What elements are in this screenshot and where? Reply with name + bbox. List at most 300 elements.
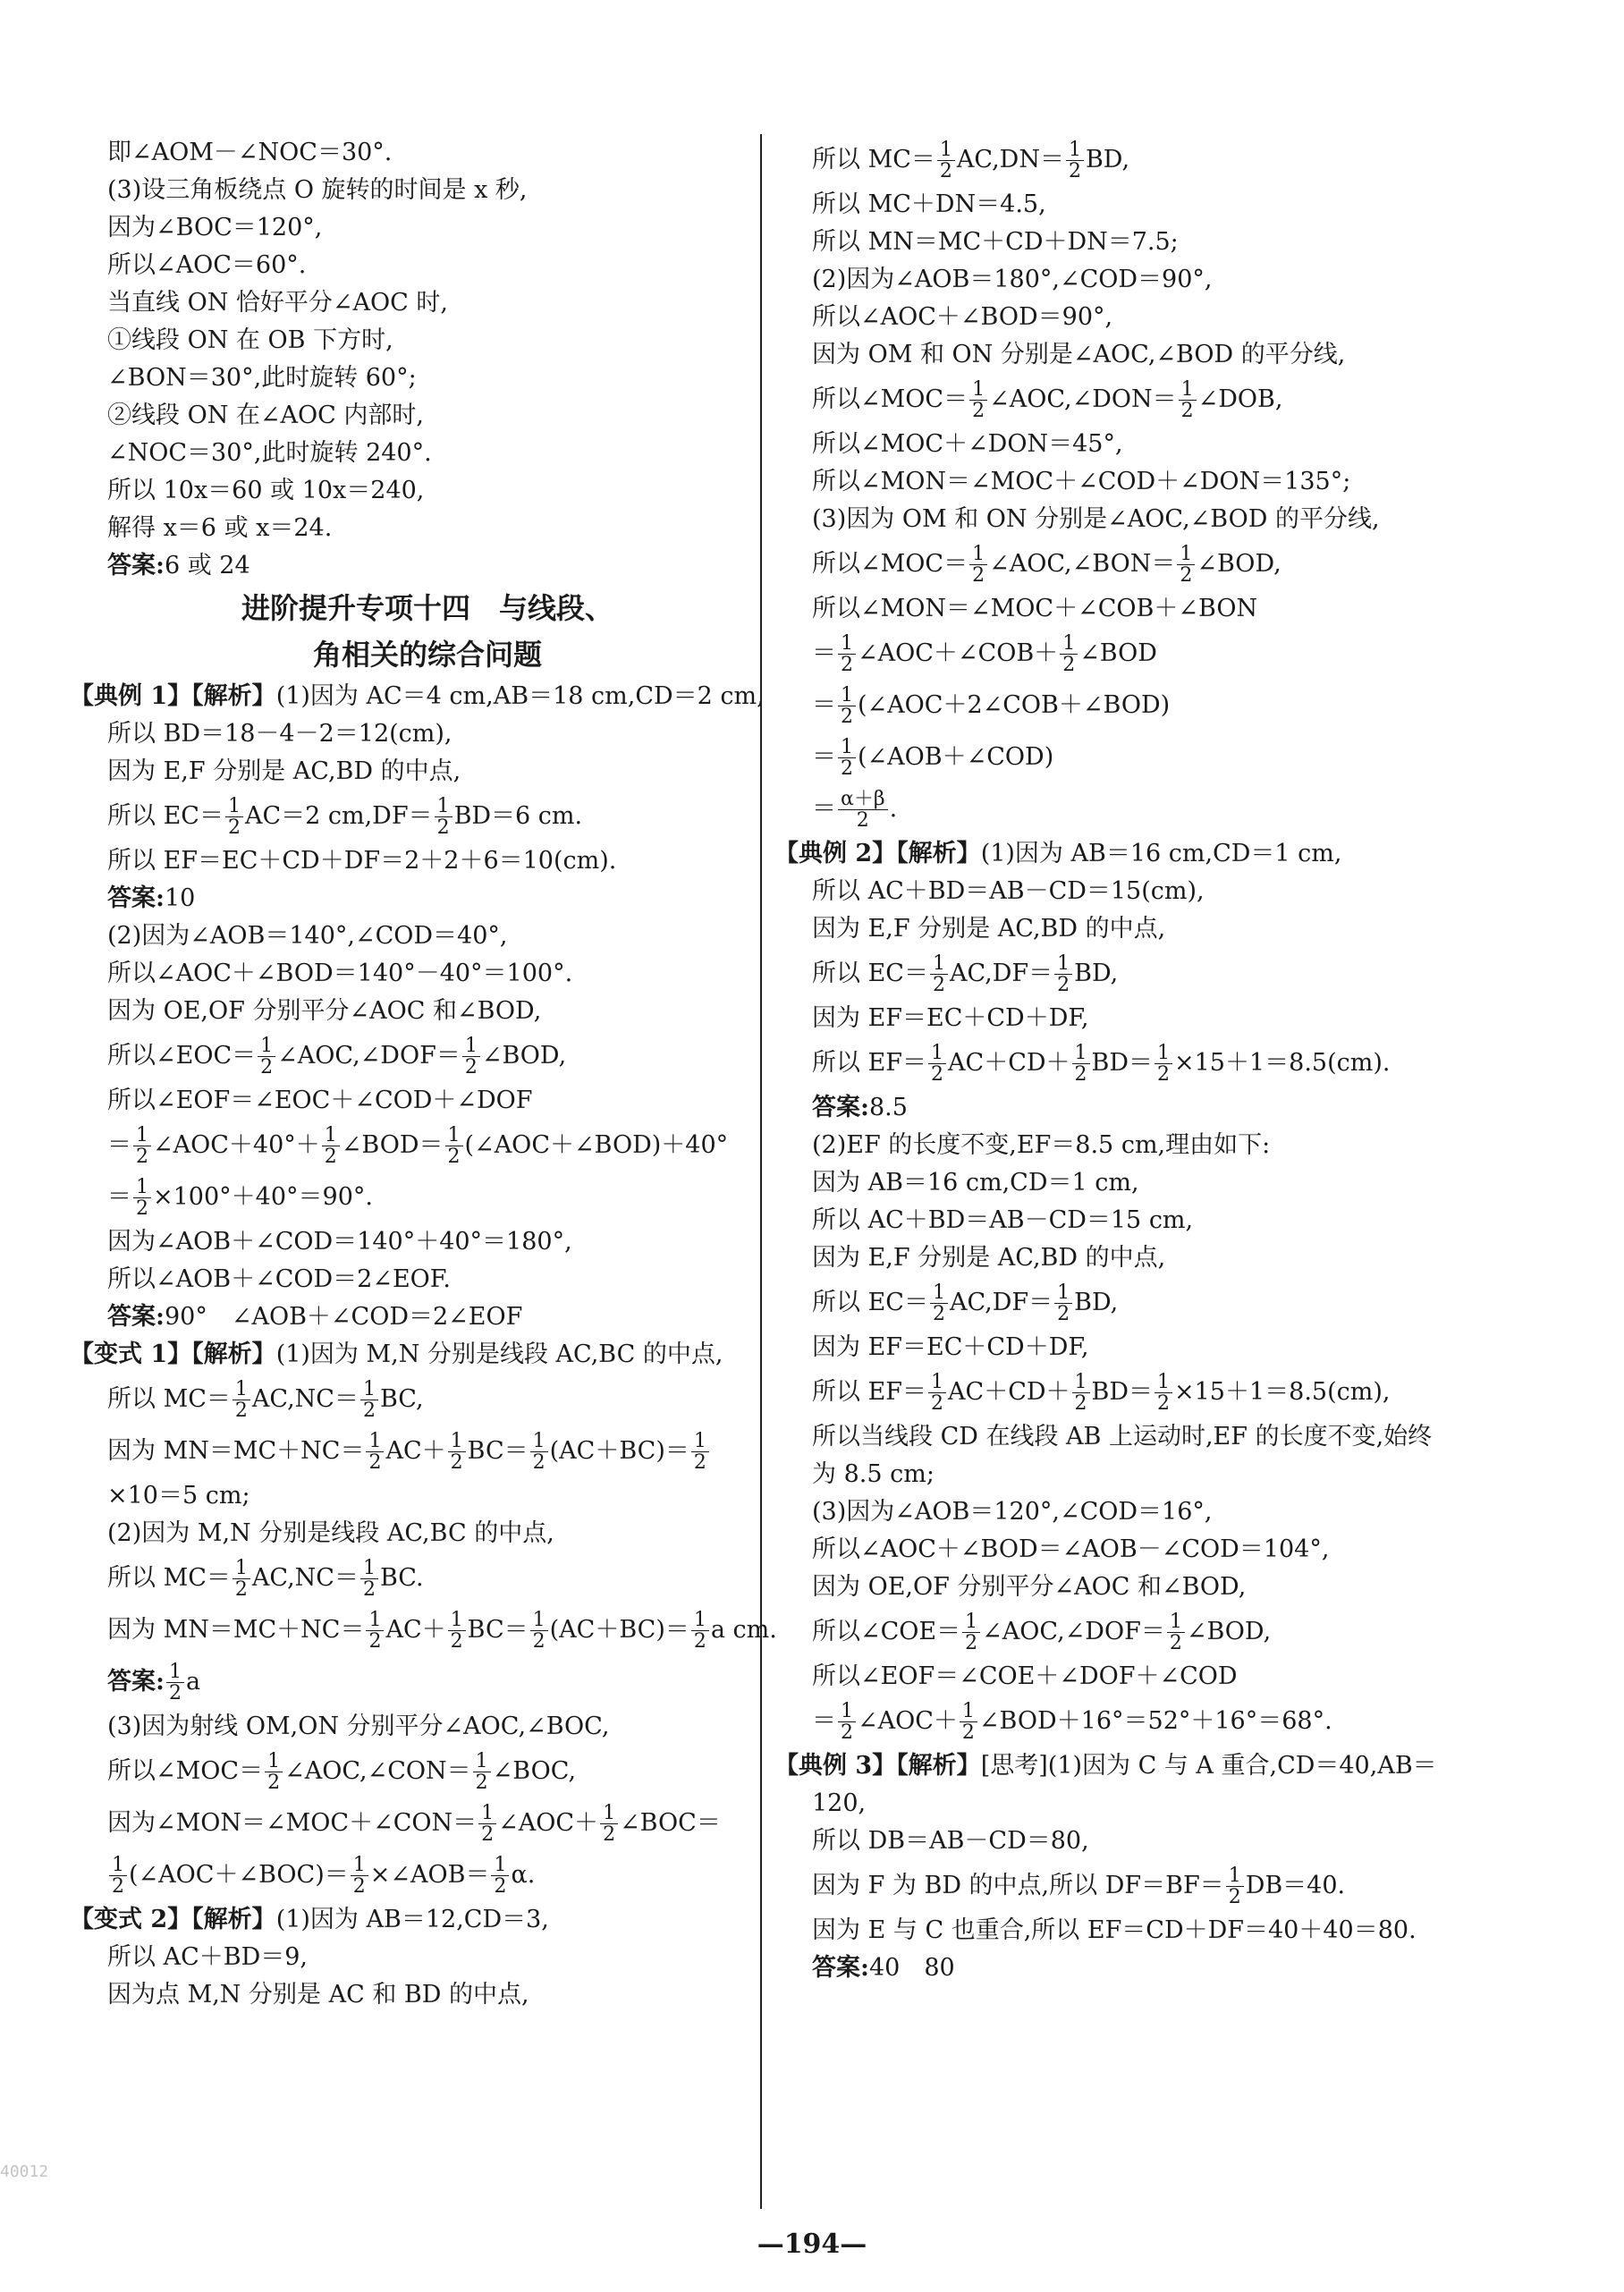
fraction-denominator: 2 (532, 1451, 546, 1474)
line-text: 10 (164, 884, 196, 912)
text-line (774, 783, 1579, 835)
fraction-denominator: 2 (841, 1721, 853, 1744)
line-text: ×∠AOB＝ (369, 1861, 490, 1889)
text-line (774, 463, 1579, 501)
text-line (774, 1696, 1579, 1747)
fraction-denominator: 2 (481, 1823, 495, 1846)
fraction (962, 1611, 980, 1653)
fraction (360, 1558, 378, 1600)
text-line (774, 1127, 1579, 1164)
line-text: ∠AOC,∠DOF＝ (277, 1042, 461, 1070)
line-text: 所以 EF＝ (812, 1049, 927, 1077)
text-line (70, 1298, 749, 1336)
line-text: ②线段 ON 在∠AOC 内部时, (107, 402, 425, 429)
fraction-numerator: 1 (530, 1610, 548, 1631)
text-line (774, 1202, 1579, 1239)
fraction-numerator: 1 (491, 1855, 509, 1876)
fraction (258, 1036, 275, 1078)
fraction-numerator: 1 (1177, 544, 1195, 565)
text-line (774, 1531, 1579, 1569)
text-line (70, 1515, 749, 1552)
fraction (166, 1662, 184, 1704)
text-line (70, 172, 749, 209)
fraction-denominator: 2 (112, 1875, 124, 1898)
line-text: 即∠AOM－∠NOC＝30°. (107, 139, 393, 166)
text-line (70, 1082, 749, 1120)
line-text: ∠BOD＝ (341, 1131, 444, 1159)
line-text: ∠AOC,∠DON＝ (989, 385, 1177, 413)
line-text: 所以∠EOF＝∠EOC＋∠COD＋∠DOF (107, 1087, 533, 1114)
fraction-numerator: 1 (838, 633, 856, 655)
text-line (70, 1708, 749, 1746)
side-mark: 40012 (0, 2162, 49, 2181)
text-line (774, 873, 1579, 910)
line-text: 6 或 24 (164, 552, 250, 579)
fraction-numerator: 1 (1072, 1372, 1090, 1393)
text-line (774, 590, 1579, 628)
line-text: 所以∠AOC＋∠BOD＝140°－40°＝100°. (107, 960, 573, 987)
line-text: AC,NC＝ (251, 1385, 359, 1413)
line-text: 因为 OE,OF 分别平分∠AOC 和∠BOD, (812, 1573, 1247, 1601)
line-text: 所以∠MON＝∠MOC＋∠COB＋∠BON (812, 595, 1258, 622)
text-line (774, 628, 1579, 680)
fraction-numerator: 1 (360, 1558, 378, 1579)
fraction-denominator: 2 (447, 1146, 461, 1168)
fraction (366, 1431, 384, 1473)
line-text: 所以∠AOC＝60°. (107, 251, 307, 279)
fraction-denominator: 2 (136, 1197, 148, 1220)
line-text: AC＋CD＋ (948, 1049, 1070, 1077)
fraction-denominator: 2 (324, 1146, 337, 1168)
line-text: ∠AOC,∠BON＝ (989, 550, 1176, 578)
fraction (530, 1431, 548, 1473)
text-line (774, 1823, 1579, 1860)
line-text: 因为∠BOC＝120°, (107, 214, 323, 241)
line-text: 8.5 (868, 1094, 908, 1121)
fraction-denominator: 2 (494, 1875, 507, 1898)
fraction-denominator: 2 (450, 1630, 463, 1653)
text-line (774, 1949, 1579, 1987)
fraction-numerator: 1 (478, 1803, 496, 1824)
line-text: 因为点 M,N 分别是 AC 和 BD 的中点, (107, 1981, 529, 2009)
line-text: 所以 EC＝ (812, 960, 928, 987)
text-line (70, 1374, 749, 1425)
line-text: ×15＋1＝8.5(cm), (1174, 1378, 1391, 1406)
text-line (70, 955, 749, 993)
fraction-denominator: 2 (972, 564, 985, 587)
bold-label: 答案: (107, 552, 165, 579)
fraction-numerator: 1 (233, 1379, 250, 1400)
line-text: (1)因为 AB＝16 cm,CD＝1 cm, (980, 840, 1342, 867)
line-text: 因为 MN＝MC＋NC＝ (107, 1437, 365, 1465)
line-text: 所以∠EOF＝∠COE＋∠DOF＋∠COD (812, 1662, 1238, 1690)
text-line (70, 435, 749, 472)
fraction-denominator: 2 (1180, 400, 1194, 422)
fraction (448, 1431, 466, 1473)
line-text: 所以 MC＝ (107, 1564, 231, 1592)
left-column (70, 134, 777, 2014)
fraction-denominator: 2 (1157, 1063, 1170, 1086)
line-text: 所以 AC＋BD＝AB－CD＝15 cm, (812, 1206, 1194, 1234)
line-text: α. (511, 1861, 536, 1889)
line-text: BD, (1074, 960, 1119, 987)
fraction (1072, 1043, 1090, 1085)
line-text: ∠DOB, (1197, 385, 1283, 413)
text-line (774, 186, 1579, 224)
text-line (70, 1171, 749, 1223)
line-text: AC＋ (385, 1437, 446, 1465)
fraction-numerator: 1 (265, 1751, 283, 1772)
fraction-denominator: 2 (368, 1451, 382, 1474)
text-line (774, 1658, 1579, 1696)
text-line (774, 835, 1579, 873)
line-text: ＝ (107, 1183, 131, 1211)
section-title: 角相关的综合问题 (312, 638, 542, 672)
text-line (774, 1239, 1579, 1277)
line-text: (3)设三角板绕点 O 旋转的时间是 x 秒, (107, 176, 528, 204)
fraction (491, 1855, 509, 1897)
text-line (70, 359, 749, 397)
bold-label: 答案: (107, 1668, 165, 1696)
line-text: 所以 BD＝18－4－2＝12(cm), (107, 720, 453, 748)
bold-label: 答案: (812, 1094, 869, 1121)
line-text: (∠AOC＋2∠COB＋∠BOD) (858, 691, 1171, 719)
fraction (1155, 1372, 1172, 1414)
text-line (774, 1037, 1579, 1089)
line-text: 所以 EC＝ (812, 1289, 928, 1316)
line-text: 因为 EF＝EC＋CD＋DF, (812, 1333, 1089, 1361)
line-text: AC＝2 cm,DF＝ (244, 802, 433, 830)
line-text: AC,DN＝ (956, 146, 1064, 173)
fraction-denominator: 2 (931, 1392, 944, 1415)
bold-label: 答案: (107, 1303, 165, 1331)
bold-label: 答案: (812, 1954, 869, 1982)
line-text: ∠NOC＝30°,此时旋转 240°. (107, 439, 432, 467)
text-line (70, 1797, 749, 1849)
fraction-denominator: 2 (267, 1772, 281, 1794)
line-text: ＝ (812, 1707, 836, 1735)
fraction-denominator: 2 (362, 1400, 376, 1422)
fraction-denominator: 2 (932, 974, 945, 996)
fraction (1054, 1282, 1072, 1324)
fraction (928, 1372, 946, 1414)
text-line (774, 1747, 1579, 1785)
fraction-denominator: 2 (1180, 564, 1193, 587)
text-line (774, 1164, 1579, 1202)
line-text: ×15＋1＝8.5(cm). (1174, 1049, 1391, 1077)
fraction (322, 1125, 340, 1167)
fraction-denominator: 2 (464, 1056, 478, 1078)
line-text: (1)因为 AC＝4 cm,AB＝18 cm,CD＝2 cm, (275, 682, 765, 710)
text-line (70, 1849, 749, 1901)
text-line (774, 1912, 1579, 1949)
line-text: . (889, 795, 898, 823)
section-title: 进阶提升专项十四 与线段、 (241, 591, 613, 625)
fraction (838, 1701, 856, 1743)
text-line (70, 1746, 749, 1797)
fraction-denominator: 2 (234, 1578, 248, 1601)
line-text: 因为 E 与 C 也重合,所以 EF＝CD＋DF＝40＋40＝80. (812, 1916, 1417, 1944)
text-line (774, 538, 1579, 590)
fraction-numerator: 1 (930, 1282, 948, 1304)
fraction (265, 1751, 283, 1793)
text-line (70, 1336, 749, 1374)
fraction-numerator: 1 (1072, 1043, 1090, 1064)
fraction-numerator: 1 (691, 1610, 709, 1631)
fraction-denominator: 2 (972, 400, 985, 422)
fraction (1177, 544, 1195, 586)
fraction-numerator: 1 (969, 544, 987, 565)
fraction (473, 1751, 491, 1793)
text-line (774, 732, 1579, 783)
line-text: 因为 E,F 分别是 AC,BD 的中点, (107, 757, 461, 785)
fraction-numerator: 1 (691, 1431, 709, 1452)
fraction (1054, 953, 1072, 995)
fraction-numerator: 1 (258, 1036, 275, 1057)
line-text: [思考](1)因为 C 与 A 重合,CD＝40,AB＝ (980, 1752, 1437, 1780)
fraction (351, 1855, 368, 1897)
line-text: 因为 MN＝MC＋NC＝ (107, 1616, 365, 1644)
text-line (70, 322, 749, 359)
text-line (774, 1277, 1579, 1329)
text-line (70, 1120, 749, 1171)
fraction (930, 1282, 948, 1324)
fraction-numerator: 1 (928, 1372, 946, 1393)
fraction (969, 544, 987, 586)
fraction-numerator: 1 (1155, 1043, 1172, 1064)
fraction-denominator: 2 (1228, 1886, 1241, 1908)
fraction-numerator: 1 (928, 1043, 946, 1064)
text-line (70, 1656, 749, 1708)
line-text: 所以 DB＝AB－CD＝80, (812, 1827, 1089, 1855)
line-text: 所以当线段 CD 在线段 AB 上运动时,EF 的长度不变,始终 (812, 1423, 1433, 1450)
line-text: ①线段 ON 在 OB 下方时, (107, 326, 393, 354)
line-text: ＝ (812, 691, 836, 719)
fraction-denominator: 2 (693, 1630, 706, 1653)
line-text: ∠BON＝30°,此时旋转 60°; (107, 364, 417, 392)
text-line (774, 1860, 1579, 1912)
fraction (133, 1125, 151, 1167)
line-text: DB＝40. (1245, 1872, 1346, 1899)
line-text: 因为∠MON＝∠MOC＋∠CON＝ (107, 1809, 478, 1837)
line-text: ∠AOC＋∠COB＋ (858, 639, 1059, 667)
fraction-numerator: 1 (962, 1611, 980, 1633)
fraction-denominator: 2 (932, 1303, 945, 1325)
text-line (774, 1456, 1579, 1493)
fraction-numerator: 1 (462, 1036, 480, 1057)
line-text: (3)因为 OM 和 ON 分别是∠AOC,∠BOD 的平分线, (812, 505, 1380, 533)
fraction-denominator: 2 (450, 1451, 463, 1474)
text-line (774, 426, 1579, 463)
bold-label: 【变式 1】【解析】 (70, 1341, 276, 1368)
text-line (774, 1329, 1579, 1366)
line-text: 所以∠MOC＋∠DON＝45°, (812, 430, 1123, 458)
fraction-denominator: 2 (603, 1823, 616, 1846)
line-text: 所以∠AOB＋∠COD＝2∠EOF. (107, 1265, 451, 1293)
fraction-numerator: 1 (969, 379, 987, 401)
line-text: ∠BOD, (1186, 1618, 1272, 1645)
line-text: 当直线 ON 恰好平分∠AOC 时, (107, 289, 449, 317)
text-line (70, 1901, 749, 1939)
fraction-denominator: 2 (260, 1056, 274, 1078)
fraction-denominator: 2 (961, 1721, 975, 1744)
text-line (70, 472, 749, 510)
line-text: 因为 AB＝16 cm,CD＝1 cm, (812, 1169, 1139, 1197)
line-text: ∠AOC,∠CON＝ (284, 1757, 471, 1785)
fraction (930, 953, 948, 995)
fraction-numerator: 1 (435, 796, 453, 817)
text-line (70, 715, 749, 753)
line-text: (2)因为 M,N 分别是线段 AC,BC 的中点, (107, 1519, 554, 1547)
text-line (70, 134, 749, 172)
fraction-denominator: 2 (227, 816, 241, 839)
right-column (774, 134, 1579, 1987)
text-line (774, 374, 1579, 426)
text-line (774, 1418, 1579, 1456)
fraction-numerator: 1 (838, 685, 856, 706)
fraction (360, 1379, 378, 1421)
line-text: ＝ (107, 1131, 131, 1159)
fraction (960, 1701, 977, 1743)
line-text: BD＝ (1091, 1049, 1153, 1077)
fraction (969, 379, 987, 421)
fraction-denominator: 2 (1169, 1632, 1182, 1654)
line-text: 所以∠COE＝ (812, 1618, 961, 1645)
fraction-numerator: 1 (366, 1431, 384, 1452)
bold-label: 【变式 2】【解析】 (70, 1906, 276, 1933)
line-text: 所以 EF＝ (812, 1378, 927, 1406)
fraction-denominator: 2 (841, 654, 853, 676)
text-line (70, 1604, 777, 1656)
fraction-numerator: 1 (530, 1431, 548, 1452)
fraction-numerator: 1 (1226, 1865, 1244, 1887)
fraction-denominator: 2 (168, 1682, 182, 1704)
fraction-denominator: 2 (1074, 1063, 1087, 1086)
line-text: 所以∠AOC＋∠BOD＝∠AOB－∠COD＝104°, (812, 1535, 1330, 1563)
text-line (70, 678, 765, 715)
line-text: ∠BOD, (1197, 550, 1281, 578)
line-text: 所以∠MOC＝ (812, 385, 968, 413)
line-text: (1)因为 M,N 分别是线段 AC,BC 的中点, (275, 1341, 723, 1368)
fraction (366, 1610, 384, 1652)
line-text: BC＝ (467, 1616, 529, 1644)
fraction-denominator: 2 (939, 160, 952, 182)
text-line (774, 224, 1579, 261)
fraction-numerator: 1 (448, 1610, 466, 1631)
line-text: AC＋ (385, 1616, 446, 1644)
bold-label: 答案: (107, 884, 165, 912)
line-text: (AC＋BC)＝ (549, 1616, 689, 1644)
line-text: ∠BOD (1079, 639, 1157, 667)
fraction-numerator: 1 (838, 737, 856, 758)
text-line (774, 1785, 1579, 1823)
text-line (774, 910, 1579, 948)
line-text: ∠BOD＋16°＝52°＋16°＝68°. (978, 1707, 1332, 1735)
line-text: BC. (379, 1564, 424, 1592)
fraction-numerator: 1 (233, 1558, 250, 1579)
line-text: 因为 E,F 分别是 AC,BD 的中点, (812, 915, 1166, 943)
line-text: (2)EF 的长度不变,EF＝8.5 cm,理由如下: (812, 1131, 1271, 1159)
fraction (109, 1855, 127, 1897)
line-text: 所以∠MOC＝ (107, 1757, 264, 1785)
fraction-denominator: 2 (1057, 1303, 1070, 1325)
line-text: 所以 MC＝ (107, 1385, 231, 1413)
text-line (70, 1552, 749, 1604)
line-text: (∠AOB＋∠COD) (858, 743, 1054, 771)
text-line (70, 918, 749, 955)
line-text: 所以 MC＝ (812, 146, 935, 173)
line-text: ∠BOC, (492, 1757, 577, 1785)
line-text: ∠AOC＋40°＋ (153, 1131, 320, 1159)
text-line (774, 948, 1579, 1000)
fraction (1226, 1865, 1244, 1907)
fraction (233, 1558, 250, 1600)
fraction-numerator: 1 (1054, 953, 1072, 975)
text-line (774, 1493, 1579, 1531)
fraction (838, 789, 888, 831)
text-line (774, 134, 1579, 186)
text-line (70, 791, 749, 842)
fraction (937, 140, 955, 182)
text-line (774, 1606, 1579, 1658)
line-text: ∠AOC,∠DOF＝ (982, 1618, 1165, 1645)
fraction (600, 1803, 618, 1845)
fraction-denominator: 2 (965, 1632, 978, 1654)
fraction-numerator: 1 (1155, 1372, 1172, 1393)
fraction-numerator: 1 (448, 1431, 466, 1452)
line-text: 所以∠EOC＝ (107, 1042, 257, 1070)
line-text: 所以∠MOC＝ (812, 550, 968, 578)
fraction-numerator: 1 (838, 1701, 856, 1722)
fraction-numerator: 1 (1066, 140, 1084, 161)
line-text: 所以 MC＋DN＝4.5, (812, 190, 1046, 218)
fraction-numerator: 1 (1167, 1611, 1185, 1633)
line-text: 120, (812, 1789, 867, 1817)
line-text: 因为 EF＝EC＋CD＋DF, (812, 1004, 1089, 1032)
fraction-numerator: 1 (445, 1125, 463, 1146)
line-text: ∠BOC＝ (620, 1809, 721, 1837)
line-text: (∠AOC＋∠BOC)＝ (129, 1861, 349, 1889)
line-text: 所以 10x＝60 或 10x＝240, (107, 477, 425, 504)
line-text: 为 8.5 cm; (812, 1460, 935, 1488)
line-text: 所以 MN＝MC＋CD＋DN＝7.5; (812, 228, 1179, 256)
bold-label: 【典例 3】【解析】 (774, 1752, 981, 1780)
line-text: (∠AOC＋∠BOD)＋40° (464, 1131, 729, 1159)
line-text: ＝ (812, 639, 836, 667)
line-text: a (185, 1668, 201, 1696)
fraction-denominator: 2 (931, 1063, 944, 1086)
line-text: ＝ (812, 743, 836, 771)
fraction-numerator: 1 (930, 953, 948, 975)
fraction (838, 685, 856, 727)
line-text: 所以 AC＋BD＝AB－CD＝15(cm), (812, 877, 1205, 905)
fraction (462, 1036, 480, 1078)
line-text: ＝ (812, 795, 836, 823)
line-text: 所以∠AOC＋∠BOD＝90°, (812, 303, 1113, 331)
text-line (70, 284, 749, 322)
fraction-numerator: 1 (1054, 1282, 1072, 1304)
fraction (1066, 140, 1084, 182)
text-line (774, 1000, 1579, 1037)
fraction-denominator: 2 (532, 1630, 546, 1653)
fraction (1155, 1043, 1172, 1085)
text-line (774, 299, 1579, 336)
line-text: (3)因为∠AOB＝120°,∠COD＝16°, (812, 1498, 1213, 1526)
text-line (774, 501, 1579, 538)
line-text: 所以 EF＝EC＋CD＋DF＝2＋2＋6＝10(cm). (107, 847, 617, 875)
line-text: (3)因为射线 OM,ON 分别平分∠AOC,∠BOC, (107, 1713, 610, 1740)
fraction (838, 633, 856, 675)
